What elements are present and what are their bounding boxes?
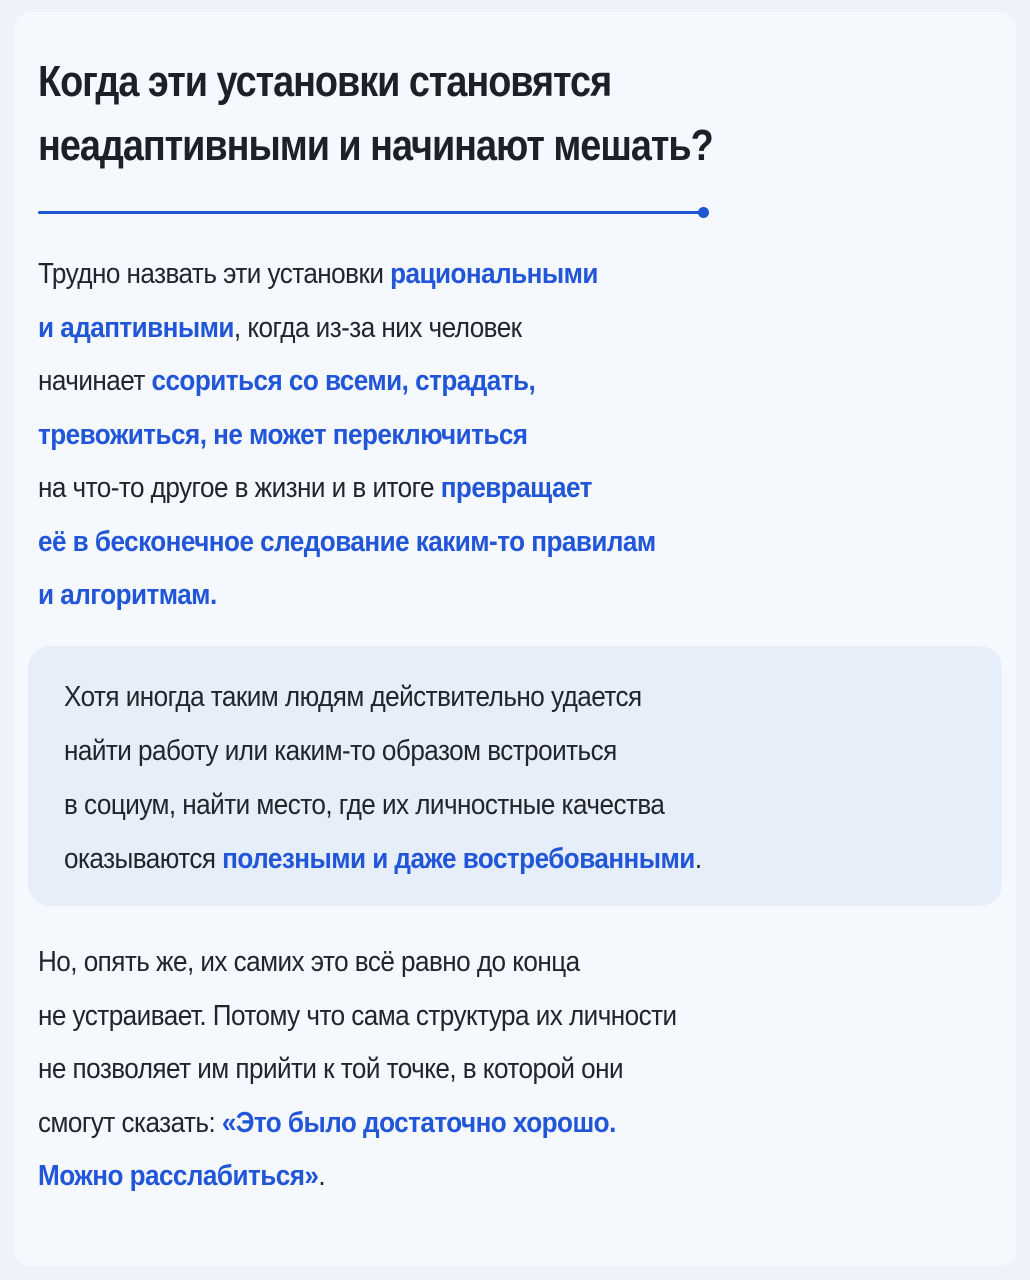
text-span: , когда из-за них человек (233, 311, 522, 344)
paragraph-line: не устраивает. Потому что сама структура их личности (38, 999, 677, 1032)
paragraph-line (38, 409, 938, 463)
highlight-text: Можно расслабиться» (38, 1160, 319, 1192)
page-title (38, 50, 864, 178)
highlight-text: и адаптивными (38, 311, 234, 344)
paragraph-line (38, 462, 938, 516)
text-span: оказываются (64, 843, 223, 875)
paragraph-line (38, 355, 938, 409)
title-divider (38, 211, 702, 214)
text-span: начинает (38, 365, 152, 397)
paragraph-line (38, 1097, 983, 1151)
paragraph-line: найти работу или каким-то образом встроиться (64, 735, 617, 767)
paragraph-line (38, 516, 938, 570)
highlight-text: тревожиться, не может переключиться (38, 418, 528, 451)
text-span: смогут сказать: (38, 1106, 222, 1139)
divider-dot (698, 207, 709, 218)
highlight-text: полезными и даже востребованными (222, 843, 695, 875)
paragraph-line (64, 832, 982, 886)
paragraph-line (38, 248, 938, 302)
text-span: на что-то другое в жизни и в итоге (38, 472, 441, 504)
text-span: . (694, 843, 702, 875)
paragraph-line: Но, опять же, их самих это всё равно до конца (38, 946, 580, 978)
text-span: Трудно назвать эти установки (38, 258, 391, 290)
highlight-text: рациональными (390, 258, 598, 290)
highlight-text: ссориться со всеми, страдать, (151, 365, 536, 397)
paragraph-line: в социум, найти место, где их личностные качества (64, 789, 665, 821)
paragraph-quote (64, 670, 982, 886)
paragraph-line: Хотя иногда таким людям действительно удается (64, 681, 642, 713)
text-span: . (318, 1160, 326, 1192)
paragraph-line (38, 1150, 983, 1204)
paragraph-line (38, 569, 938, 623)
highlight-text: и алгоритмам. (38, 579, 217, 611)
highlight-text: превращает (440, 472, 592, 504)
title-line-1: Когда эти установки становятся (38, 57, 612, 106)
paragraph-conclusion (38, 936, 983, 1204)
highlight-text: «Это было достаточно хорошо. (221, 1106, 616, 1139)
paragraph-line: не позволяет им прийти к той точке, в которой они (38, 1053, 624, 1085)
highlight-text: её в бесконечное следование каким-то правилам (38, 525, 656, 558)
paragraph-line (38, 302, 938, 356)
title-line-2: неадаптивными и начинают мешать? (38, 121, 713, 170)
paragraph-intro (38, 248, 938, 623)
